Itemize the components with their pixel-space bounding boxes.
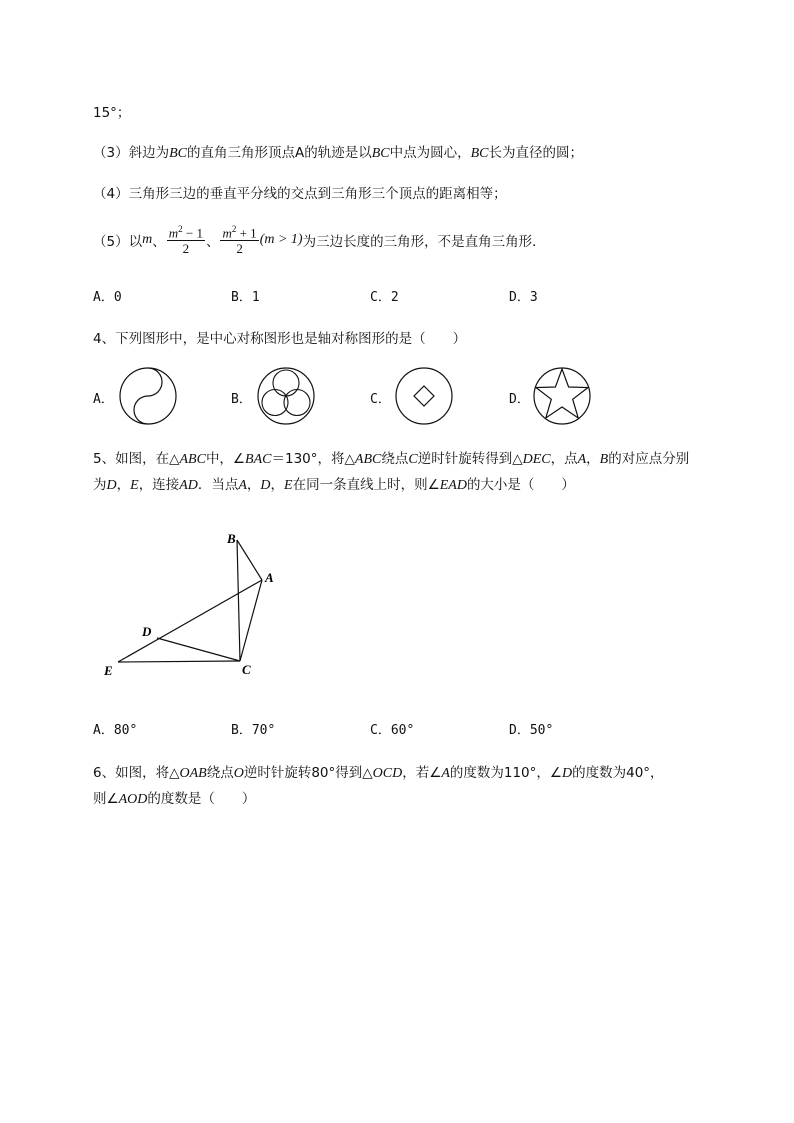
point-label-b: B bbox=[227, 531, 236, 546]
statement-3: （3）斜边为BC的直角三角形顶点A的轨迹是以BC中点为圆心，BC长为直径的圆； bbox=[93, 145, 584, 161]
q4-option-d-label[interactable]: D． bbox=[509, 392, 530, 407]
question-5-stem-line-2: 为D，E，连接AD．当点A，D，E在同一条直线上时，则∠EAD的大小是（ ） bbox=[93, 477, 575, 493]
q3-option-a[interactable]: A．0 bbox=[93, 290, 122, 305]
q5-option-b[interactable]: B．70° bbox=[231, 723, 276, 738]
question-6-stem-line-1: 6、如图，将△OAB绕点O逆时针旋转80°得到△OCD，若∠A的度数为110°，∠D的度数为40°， bbox=[93, 765, 664, 781]
segment-ac bbox=[240, 580, 262, 661]
previous-fragment: 15°； bbox=[93, 105, 131, 121]
fraction-m-squared-minus-1-over-2: $\frac{m^2 - 1}{2}$ bbox=[168, 224, 203, 257]
q5-option-a[interactable]: A．80° bbox=[93, 723, 138, 738]
square-in-circle-icon[interactable] bbox=[394, 366, 454, 426]
point-label-c: C bbox=[242, 662, 251, 677]
q5-option-d[interactable]: D．50° bbox=[509, 723, 554, 738]
question-6-stem-line-2: 则∠AOD的度数是（ ） bbox=[93, 791, 256, 807]
segment-ba bbox=[237, 540, 262, 580]
fraction-m-squared-plus-1-over-2: $\frac{m^2 + 1}{2}$ bbox=[222, 224, 257, 257]
q4-option-a-label[interactable]: A． bbox=[93, 392, 114, 407]
q3-option-c[interactable]: C．2 bbox=[370, 290, 399, 305]
point-label-d: D bbox=[142, 624, 152, 639]
segment-dc bbox=[157, 638, 240, 661]
segment-ae bbox=[118, 580, 262, 662]
point-label-a: A bbox=[265, 570, 274, 585]
q3-option-b[interactable]: B．1 bbox=[231, 290, 260, 305]
statement-4: （4）三角形三边的垂直平分线的交点到三角形三个顶点的距离相等； bbox=[93, 186, 507, 202]
segment-bc bbox=[237, 540, 240, 661]
q4-option-b-label[interactable]: B． bbox=[231, 392, 252, 407]
star-in-circle-icon[interactable] bbox=[532, 366, 592, 426]
point-label-e: E bbox=[104, 663, 113, 678]
question-5-stem-line-1: 5、如图，在△ABC中，∠BAC＝130°，将△ABC绕点C逆时针旋转得到△DEC，点A，B的对应点分别 bbox=[93, 451, 690, 467]
q4-option-c-label[interactable]: C． bbox=[370, 392, 391, 407]
q3-option-d[interactable]: D．3 bbox=[509, 290, 538, 305]
statement-5: （5）以 m 、 $\frac{m^2 - 1}{2}$ 、 $\frac{m^2 + 1}{2}$ (m > 1) 为三边长度的三角形，不是直角三角形． bbox=[93, 224, 546, 257]
segment-ec bbox=[118, 661, 240, 662]
three-petal-circle-icon[interactable] bbox=[256, 366, 316, 426]
question-4-stem: 4、下列图形中，是中心对称图形也是轴对称图形的是（ ） bbox=[93, 331, 467, 347]
q5-option-c[interactable]: C．60° bbox=[370, 723, 415, 738]
yin-yang-circle-icon[interactable] bbox=[118, 366, 178, 426]
rotated-triangle-figure bbox=[100, 525, 290, 685]
